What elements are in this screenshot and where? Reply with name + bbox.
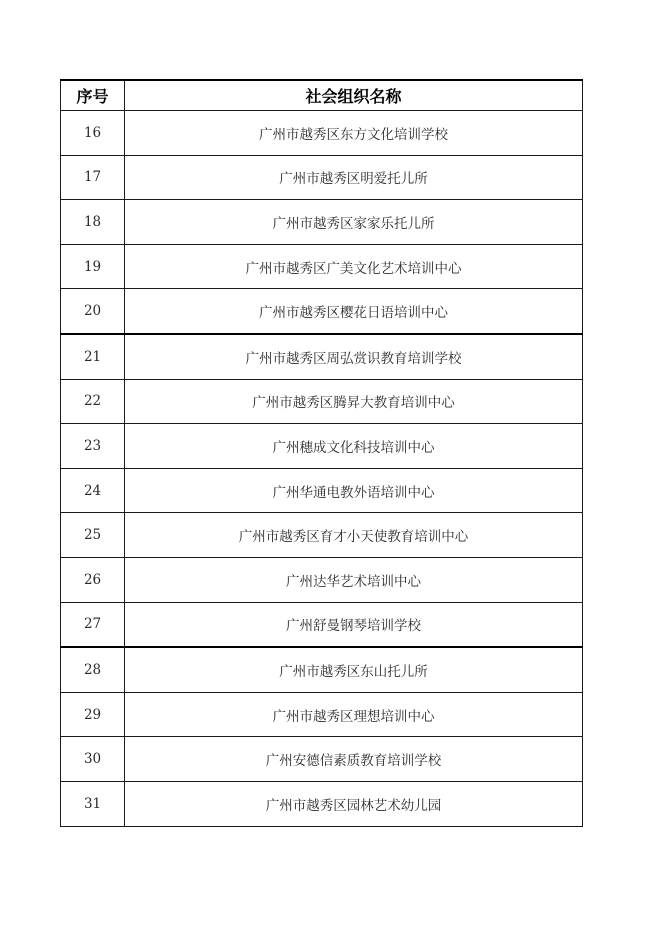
row-org-name: 广州市越秀区育才小天使教育培训中心 bbox=[125, 513, 583, 558]
table-row bbox=[61, 155, 583, 200]
row-seq: 21 bbox=[61, 334, 125, 379]
row-org-name: 广州安德信素质教育培训学校 bbox=[125, 737, 583, 782]
row-seq: 31 bbox=[61, 781, 125, 826]
organization-table bbox=[60, 79, 583, 827]
row-seq: 30 bbox=[61, 737, 125, 782]
table-header-row bbox=[61, 80, 583, 111]
row-seq: 26 bbox=[61, 557, 125, 602]
row-seq: 29 bbox=[61, 692, 125, 737]
table-row bbox=[61, 557, 583, 602]
row-seq: 20 bbox=[61, 289, 125, 334]
table-row bbox=[61, 737, 583, 782]
row-seq: 24 bbox=[61, 468, 125, 513]
row-seq: 22 bbox=[61, 379, 125, 424]
row-org-name: 广州穗成文化科技培训中心 bbox=[125, 424, 583, 469]
table-row bbox=[61, 334, 583, 379]
row-org-name: 广州市越秀区周弘赏识教育培训学校 bbox=[125, 334, 583, 379]
row-seq: 28 bbox=[61, 647, 125, 692]
table-row bbox=[61, 692, 583, 737]
table-row bbox=[61, 424, 583, 469]
row-org-name: 广州市越秀区明爱托儿所 bbox=[125, 155, 583, 200]
row-seq: 18 bbox=[61, 200, 125, 245]
row-org-name: 广州市越秀区家家乐托儿所 bbox=[125, 200, 583, 245]
row-org-name: 广州华通电教外语培训中心 bbox=[125, 468, 583, 513]
row-seq: 27 bbox=[61, 602, 125, 647]
header-seq: 序号 bbox=[61, 80, 125, 111]
row-seq: 25 bbox=[61, 513, 125, 558]
row-seq: 23 bbox=[61, 424, 125, 469]
row-seq: 17 bbox=[61, 155, 125, 200]
row-org-name: 广州达华艺术培训中心 bbox=[125, 557, 583, 602]
table-row bbox=[61, 289, 583, 334]
table-row bbox=[61, 379, 583, 424]
table-row bbox=[61, 244, 583, 289]
header-org-name: 社会组织名称 bbox=[125, 80, 583, 111]
table-row bbox=[61, 647, 583, 692]
table-row bbox=[61, 200, 583, 245]
row-org-name: 广州市越秀区樱花日语培训中心 bbox=[125, 289, 583, 334]
row-org-name: 广州市越秀区理想培训中心 bbox=[125, 692, 583, 737]
table-row bbox=[61, 513, 583, 558]
row-org-name: 广州市越秀区东山托儿所 bbox=[125, 647, 583, 692]
table-row bbox=[61, 781, 583, 826]
row-seq: 19 bbox=[61, 244, 125, 289]
row-seq: 16 bbox=[61, 111, 125, 156]
table-row bbox=[61, 602, 583, 647]
row-org-name: 广州市越秀区广美文化艺术培训中心 bbox=[125, 244, 583, 289]
table-row bbox=[61, 111, 583, 156]
table-row bbox=[61, 468, 583, 513]
row-org-name: 广州市越秀区腾昇大教育培训中心 bbox=[125, 379, 583, 424]
row-org-name: 广州市越秀区东方文化培训学校 bbox=[125, 111, 583, 156]
row-org-name: 广州舒曼钢琴培训学校 bbox=[125, 602, 583, 647]
row-org-name: 广州市越秀区园林艺术幼儿园 bbox=[125, 781, 583, 826]
